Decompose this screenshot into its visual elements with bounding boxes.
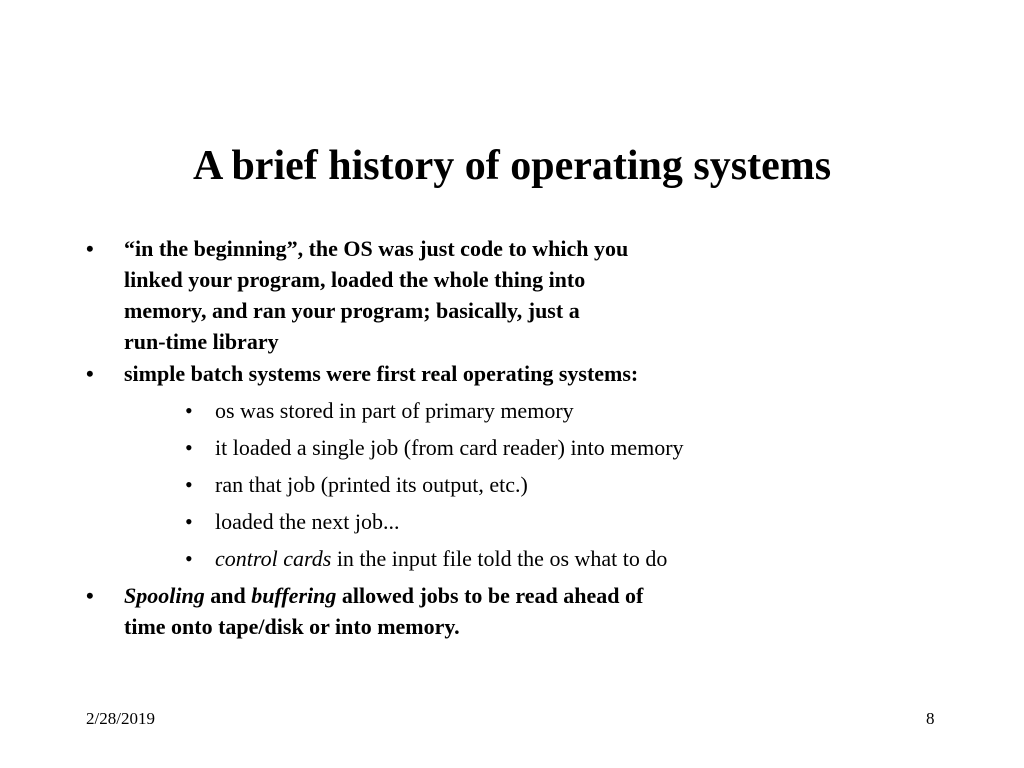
emphasis-control-cards: control cards — [215, 546, 332, 571]
subbullet-marker: • — [185, 472, 193, 497]
bullet-text-and: and — [204, 583, 252, 608]
bullet-line: time onto tape/disk or into memory. — [124, 614, 460, 639]
bullet-text-in-the-beginning — [124, 233, 628, 357]
bullet-line: “in the beginning”, the OS was just code to which you — [124, 236, 629, 261]
bullet-line: run-time library — [124, 329, 279, 354]
bullet-line: linked your program, loaded the whole thing into — [124, 267, 586, 292]
emphasis-spooling: Spooling — [124, 583, 205, 608]
bullet-text-simple-batch — [124, 358, 638, 389]
subbullet-text: ran that job (printed its output, etc.) — [215, 472, 528, 497]
subbullet-marker: • — [185, 546, 193, 571]
slide-title: A brief history of operating systems — [192, 143, 832, 189]
bullet-text-rest: allowed jobs to be read ahead of — [336, 583, 644, 608]
subbullet-text-rest: in the input file told the os what to do — [331, 546, 668, 571]
bullet-line — [124, 580, 643, 611]
emphasis-buffering: buffering — [251, 583, 337, 608]
subbullet-marker: • — [185, 398, 193, 423]
slide-page-number: 8 — [926, 709, 935, 728]
subbullet-text: os was stored in part of primary memory — [215, 398, 574, 423]
bullet-text-spooling — [124, 580, 643, 642]
bullet-marker: • — [86, 236, 94, 261]
subbullet-text: it loaded a single job (from card reader) into memory — [215, 435, 684, 460]
subbullet-marker: • — [185, 509, 193, 534]
bullet-marker: • — [86, 583, 94, 608]
bullet-marker: • — [86, 361, 94, 386]
subbullet-marker: • — [185, 435, 193, 460]
subbullet-text-control-cards — [215, 543, 667, 574]
subbullet-text: loaded the next job... — [215, 509, 400, 534]
bullet-line: memory, and ran your program; basically, just a — [124, 298, 580, 323]
slide-date: 2/28/2019 — [86, 709, 155, 728]
bullet-line: simple batch systems were first real operating systems: — [124, 361, 639, 386]
